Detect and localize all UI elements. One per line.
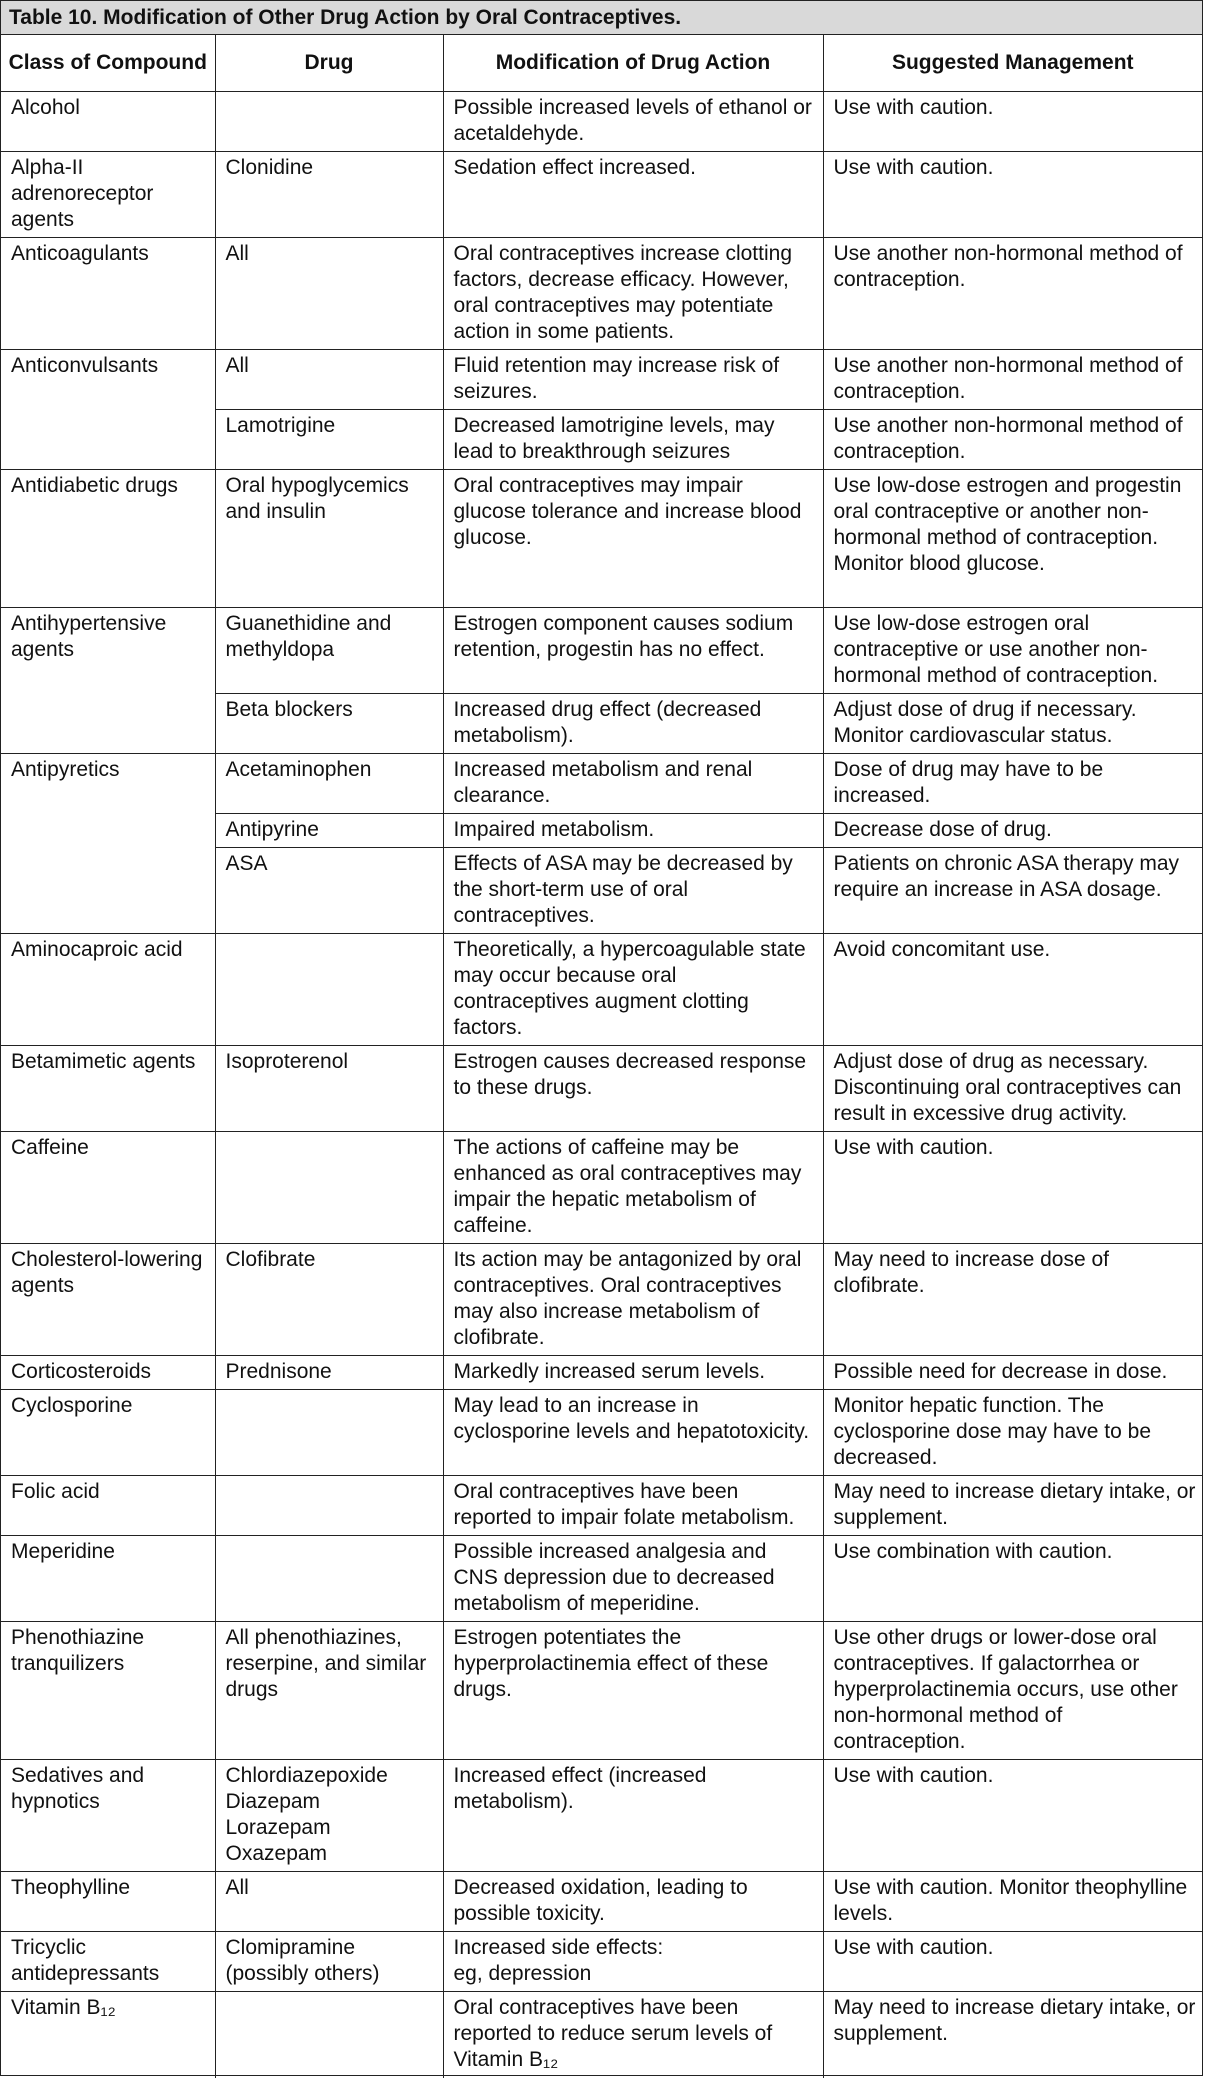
table-row — [1, 238, 1202, 350]
drug-cell — [215, 92, 443, 152]
class-cell: Meperidine — [1, 1536, 215, 1622]
class-cell: Antipyretics — [1, 754, 215, 934]
modification-cell: Its action may be antagonized by oral contraceptives. Oral contraceptives may also increase metabolism of clofibrate. — [443, 1244, 823, 1356]
header-class-of-compound: Class of Compound — [1, 35, 215, 92]
modification-cell: Increased drug effect (decreased metabolism). — [443, 694, 823, 754]
modification-cell: The actions of caffeine may be enhanced as oral contraceptives may impair the hepatic metabolism of caffeine. — [443, 1132, 823, 1244]
management-cell: Use with caution. — [823, 1132, 1202, 1244]
class-cell: Caffeine — [1, 1132, 215, 1244]
management-cell: Use another non-hormonal method of contraception. — [823, 238, 1202, 350]
modification-cell: Impaired metabolism. — [443, 814, 823, 848]
class-cell: Cyclosporine — [1, 1390, 215, 1476]
table-row — [1, 1244, 1202, 1356]
drug-cell: Acetaminophen — [215, 754, 443, 814]
management-cell: Possible need for decrease in dose. — [823, 1356, 1202, 1390]
table-row — [1, 1390, 1202, 1476]
drug-cell: ASA — [215, 848, 443, 934]
drug-interaction-table — [1, 35, 1202, 2078]
drug-cell: All — [215, 238, 443, 350]
table-row — [1, 754, 1202, 814]
drug-cell — [215, 1132, 443, 1244]
table-row — [1, 1992, 1202, 2078]
modification-cell: Possible increased analgesia and CNS depression due to decreased metabolism of meperidine. — [443, 1536, 823, 1622]
header-row — [1, 35, 1202, 92]
class-cell: Phenothiazine tranquilizers — [1, 1622, 215, 1760]
table-row — [1, 92, 1202, 152]
table-row — [1, 1046, 1202, 1132]
management-cell: Use with caution. — [823, 92, 1202, 152]
table-row — [1, 1872, 1202, 1932]
drug-cell: All — [215, 350, 443, 410]
drug-cell: Guanethidine and methyldopa — [215, 608, 443, 694]
table-row — [1, 1132, 1202, 1244]
modification-cell: Decreased oxidation, leading to possible toxicity. — [443, 1872, 823, 1932]
class-cell: Antihypertensive agents — [1, 608, 215, 754]
table-title: Table 10. Modification of Other Drug Action by Oral Contraceptives. — [1, 1, 1202, 35]
drug-cell: Beta blockers — [215, 694, 443, 754]
management-cell: Use with caution. — [823, 1932, 1202, 1992]
header-management: Suggested Management — [823, 35, 1202, 92]
drug-cell: Prednisone — [215, 1356, 443, 1390]
header-modification: Modification of Drug Action — [443, 35, 823, 92]
modification-cell: Oral contraceptives have been reported to impair folate metabolism. — [443, 1476, 823, 1536]
drug-cell: Antipyrine — [215, 814, 443, 848]
management-cell: Adjust dose of drug if necessary. Monitor cardiovascular status. — [823, 694, 1202, 754]
table-row — [1, 1932, 1202, 1992]
class-cell: Vitamin B₁₂ — [1, 1992, 215, 2078]
class-cell: Antidiabetic drugs — [1, 470, 215, 608]
class-cell: Cholesterol-lowering agents — [1, 1244, 215, 1356]
modification-cell: Estrogen potentiates the hyperprolactinemia effect of these drugs. — [443, 1622, 823, 1760]
table-row — [1, 1622, 1202, 1760]
management-cell: Dose of drug may have to be increased. — [823, 754, 1202, 814]
management-cell: Decrease dose of drug. — [823, 814, 1202, 848]
drug-cell: Clonidine — [215, 152, 443, 238]
modification-cell: Sedation effect increased. — [443, 152, 823, 238]
table-row — [1, 350, 1202, 410]
drug-cell — [215, 934, 443, 1046]
management-cell: Use combination with caution. — [823, 1536, 1202, 1622]
modification-cell: Increased metabolism and renal clearance. — [443, 754, 823, 814]
drug-cell: Chlordiazepoxide Diazepam Lorazepam Oxazepam — [215, 1760, 443, 1872]
class-cell: Corticosteroids — [1, 1356, 215, 1390]
drug-cell: All — [215, 1872, 443, 1932]
management-cell: Adjust dose of drug as necessary. Discontinuing oral contraceptives can result in excessive drug activity. — [823, 1046, 1202, 1132]
management-cell: Use low-dose estrogen and progestin oral contraceptive or another non-hormonal method of contraception. Monitor blood glucose. — [823, 470, 1202, 608]
table-row — [1, 1476, 1202, 1536]
modification-cell: Decreased lamotrigine levels, may lead to breakthrough seizures — [443, 410, 823, 470]
table-row — [1, 152, 1202, 238]
management-cell: May need to increase dose of clofibrate. — [823, 1244, 1202, 1356]
modification-cell: Possible increased levels of ethanol or acetaldehyde. — [443, 92, 823, 152]
modification-cell: Fluid retention may increase risk of seizures. — [443, 350, 823, 410]
drug-cell — [215, 1476, 443, 1536]
class-cell: Alcohol — [1, 92, 215, 152]
management-cell: Patients on chronic ASA therapy may require an increase in ASA dosage. — [823, 848, 1202, 934]
modification-cell: Oral contraceptives have been reported to reduce serum levels of Vitamin B₁₂ — [443, 1992, 823, 2078]
table-row — [1, 1536, 1202, 1622]
class-cell: Tricyclic antidepressants — [1, 1932, 215, 1992]
drug-cell: Clomipramine (possibly others) — [215, 1932, 443, 1992]
drug-cell — [215, 1390, 443, 1476]
management-cell: Use low-dose estrogen oral contraceptive or use another non-hormonal method of contraception. — [823, 608, 1202, 694]
modification-cell: Oral contraceptives increase clotting factors, decrease efficacy. However, oral contraceptives may potentiate action in some patients. — [443, 238, 823, 350]
modification-cell: Oral contraceptives may impair glucose tolerance and increase blood glucose. — [443, 470, 823, 608]
management-cell: Use with caution. — [823, 1760, 1202, 1872]
class-cell: Alpha-II adrenoreceptor agents — [1, 152, 215, 238]
header-drug: Drug — [215, 35, 443, 92]
class-cell: Anticoagulants — [1, 238, 215, 350]
class-cell: Aminocaproic acid — [1, 934, 215, 1046]
drug-cell: Lamotrigine — [215, 410, 443, 470]
modification-cell: Estrogen component causes sodium retention, progestin has no effect. — [443, 608, 823, 694]
modification-cell: Theoretically, a hypercoagulable state may occur because oral contraceptives augment clotting factors. — [443, 934, 823, 1046]
drug-cell: All phenothiazines, reserpine, and similar drugs — [215, 1622, 443, 1760]
drug-cell: Isoproterenol — [215, 1046, 443, 1132]
table-row — [1, 1760, 1202, 1872]
class-cell: Anticonvulsants — [1, 350, 215, 470]
management-cell: Use other drugs or lower-dose oral contraceptives. If galactorrhea or hyperprolactinemia occurs, use other non-hormonal method of contraception. — [823, 1622, 1202, 1760]
drug-cell — [215, 1992, 443, 2078]
management-cell: Avoid concomitant use. — [823, 934, 1202, 1046]
drug-cell: Oral hypoglycemics and insulin — [215, 470, 443, 608]
table-row — [1, 470, 1202, 608]
drug-cell: Clofibrate — [215, 1244, 443, 1356]
management-cell: May need to increase dietary intake, or supplement. — [823, 1992, 1202, 2078]
modification-cell: Increased effect (increased metabolism). — [443, 1760, 823, 1872]
table-row — [1, 608, 1202, 694]
class-cell: Folic acid — [1, 1476, 215, 1536]
table-row — [1, 1356, 1202, 1390]
table-row — [1, 934, 1202, 1046]
class-cell: Betamimetic agents — [1, 1046, 215, 1132]
management-cell: Use with caution. Monitor theophylline levels. — [823, 1872, 1202, 1932]
management-cell: Monitor hepatic function. The cyclosporine dose may have to be decreased. — [823, 1390, 1202, 1476]
modification-cell: Increased side effects: eg, depression — [443, 1932, 823, 1992]
class-cell: Theophylline — [1, 1872, 215, 1932]
management-cell: May need to increase dietary intake, or supplement. — [823, 1476, 1202, 1536]
modification-cell: Markedly increased serum levels. — [443, 1356, 823, 1390]
modification-cell: May lead to an increase in cyclosporine levels and hepatotoxicity. — [443, 1390, 823, 1476]
class-cell: Sedatives and hypnotics — [1, 1760, 215, 1872]
drug-cell — [215, 1536, 443, 1622]
management-cell: Use another non-hormonal method of contraception. — [823, 410, 1202, 470]
management-cell: Use with caution. — [823, 152, 1202, 238]
modification-cell: Effects of ASA may be decreased by the short-term use of oral contraceptives. — [443, 848, 823, 934]
management-cell: Use another non-hormonal method of contraception. — [823, 350, 1202, 410]
modification-cell: Estrogen causes decreased response to these drugs. — [443, 1046, 823, 1132]
